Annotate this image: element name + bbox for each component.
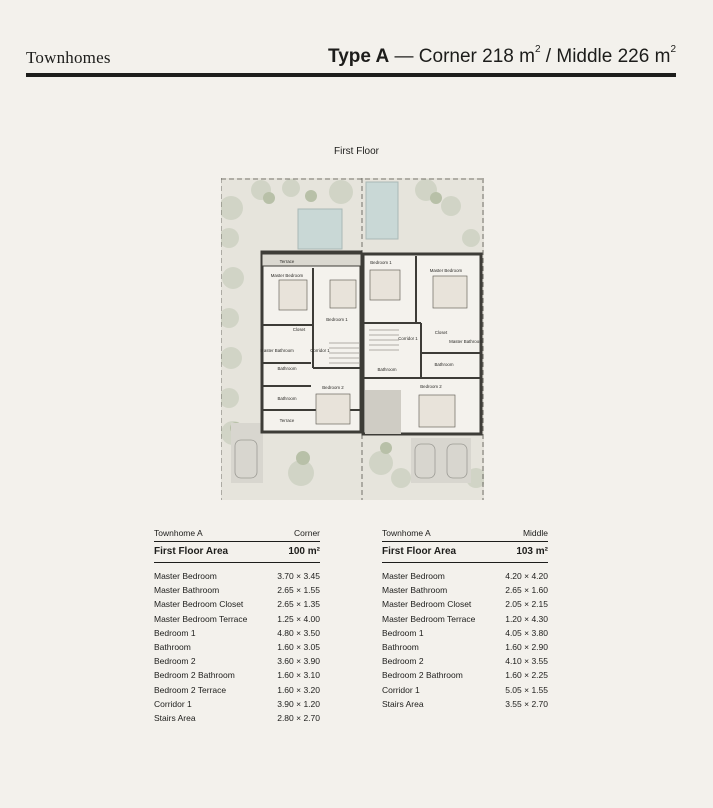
room-row xyxy=(382,597,548,611)
room-dimensions: 4.05 × 3.80 xyxy=(505,627,548,638)
room-row xyxy=(382,626,548,640)
label-closet-right: Closet xyxy=(434,330,448,335)
table-header xyxy=(154,528,320,542)
floor-area-value: 103 m² xyxy=(516,546,548,557)
label-bedroom2-right: Bedroom 2 xyxy=(420,384,442,389)
label-bath2-left: Bathroom xyxy=(277,396,297,401)
label-master-bath-left: Master Bathroom xyxy=(260,348,294,353)
room-dimensions: 3.70 × 3.45 xyxy=(277,571,320,581)
corner-size: Corner 218 m xyxy=(418,46,535,67)
room-row xyxy=(154,583,320,597)
label-bedroom1-right: Bedroom 1 xyxy=(370,260,392,265)
table-header-title: Townhome A xyxy=(382,528,431,538)
type-title xyxy=(328,46,676,68)
room-name: Master Bedroom Closet xyxy=(382,599,472,610)
label-master-bedroom-right: Master Bedroom xyxy=(429,268,463,273)
room-row xyxy=(382,583,548,597)
room-name: Bedroom 2 Bathroom xyxy=(382,670,463,681)
room-row xyxy=(382,612,548,626)
room-dimensions: 2.80 × 2.70 xyxy=(277,712,320,723)
table-header xyxy=(382,528,548,542)
label-bathroom-right: Bathroom xyxy=(377,367,397,372)
room-row xyxy=(154,640,320,654)
room-name: Bedroom 2 xyxy=(154,656,196,667)
room-name: Bedroom 2 Terrace xyxy=(154,684,227,695)
room-dimensions: 1.20 × 4.30 xyxy=(505,613,548,624)
room-name: Bedroom 1 xyxy=(154,627,196,638)
room-row xyxy=(154,697,320,711)
room-name: Bedroom 2 Bathroom xyxy=(154,670,235,681)
room-dimensions: 2.05 × 2.15 xyxy=(505,599,548,610)
room-row xyxy=(154,683,320,697)
brand-title: Townhomes xyxy=(26,48,111,67)
room-dimensions: 5.05 × 1.55 xyxy=(505,684,548,695)
room-row xyxy=(154,626,320,640)
room-row xyxy=(154,711,320,725)
room-name: Master Bedroom xyxy=(382,571,445,581)
floor-plan xyxy=(221,178,484,500)
room-dimensions: 2.65 × 1.60 xyxy=(505,585,548,596)
room-row xyxy=(382,640,548,654)
room-dimensions: 1.60 × 3.05 xyxy=(277,641,320,652)
middle-size: / Middle 226 m xyxy=(540,46,671,67)
room-name: Master Bedroom Terrace xyxy=(382,613,476,624)
table-header-variant: Middle xyxy=(522,528,548,538)
driveway-right xyxy=(411,438,471,483)
room-name: Bedroom 2 xyxy=(382,656,424,667)
room-dimensions: 4.20 × 4.20 xyxy=(505,571,548,581)
room-dimensions: 2.65 × 1.55 xyxy=(277,585,320,596)
pool-left xyxy=(298,209,342,249)
left-unit xyxy=(262,252,361,432)
driveway-left xyxy=(231,423,263,483)
room-name: Master Bathroom xyxy=(154,585,220,596)
label-corridor-right: Corridor 1 xyxy=(398,336,418,341)
room-row xyxy=(154,668,320,682)
room-name: Master Bedroom Terrace xyxy=(154,613,248,624)
page-header xyxy=(26,42,676,76)
room-name: Master Bathroom xyxy=(382,585,448,596)
corner-size-superscript: 2 xyxy=(534,44,541,55)
label-master-bath-right: Master Bathroom xyxy=(449,339,483,344)
floor-area-row xyxy=(382,542,548,563)
header-rule xyxy=(26,73,676,77)
floor-area-label: First Floor Area xyxy=(154,546,229,557)
room-dimensions: 3.90 × 1.20 xyxy=(277,698,320,709)
label-master-bedroom-left: Master Bedroom xyxy=(270,273,304,278)
room-name: Master Bedroom Closet xyxy=(154,599,244,610)
label-bedroom1-left: Bedroom 1 xyxy=(326,317,348,322)
right-unit xyxy=(363,254,481,434)
label-closet-left: Closet xyxy=(292,327,306,332)
room-dimensions: 4.80 × 3.50 xyxy=(277,627,320,638)
room-row xyxy=(382,668,548,682)
room-list xyxy=(154,569,320,725)
room-dimensions: 1.60 × 2.90 xyxy=(505,641,548,652)
room-name: Corridor 1 xyxy=(154,698,192,709)
corner-spec-table xyxy=(154,528,320,725)
room-dimensions: 3.60 × 3.90 xyxy=(277,656,320,667)
room-name: Stairs Area xyxy=(154,712,196,723)
room-dimensions: 1.60 × 3.10 xyxy=(277,670,320,681)
room-row xyxy=(154,569,320,583)
label-bedroom2-left: Bedroom 2 xyxy=(322,385,344,390)
label-corridor-left: Corridor 1 xyxy=(310,348,330,353)
middle-size-superscript: 2 xyxy=(670,44,676,55)
room-name: Master Bedroom xyxy=(154,571,217,581)
room-dimensions: 4.10 × 3.55 xyxy=(505,656,548,667)
label-bath2-right: Bathroom xyxy=(434,362,454,367)
room-dimensions: 3.55 × 2.70 xyxy=(505,698,548,709)
pool-right xyxy=(366,182,398,239)
table-header-variant: Corner xyxy=(294,528,320,538)
room-list xyxy=(382,569,548,711)
table-header-title: Townhome A xyxy=(154,528,203,538)
room-row xyxy=(382,654,548,668)
room-row xyxy=(382,683,548,697)
room-dimensions: 2.65 × 1.35 xyxy=(277,599,320,610)
room-row xyxy=(154,654,320,668)
floor-label: First Floor xyxy=(334,146,379,157)
middle-spec-table xyxy=(382,528,548,711)
room-name: Bedroom 1 xyxy=(382,627,424,638)
floor-area-value: 100 m² xyxy=(288,546,320,557)
type-dash: — xyxy=(389,46,419,67)
room-name: Corridor 1 xyxy=(382,684,420,695)
room-name: Stairs Area xyxy=(382,698,424,709)
room-name: Bathroom xyxy=(154,641,191,652)
label-terrace-top: Terrace xyxy=(279,259,295,264)
room-row xyxy=(154,612,320,626)
label-bathroom-left: Bathroom xyxy=(277,366,297,371)
room-row xyxy=(382,697,548,711)
type-label: Type A xyxy=(328,46,390,67)
room-dimensions: 1.25 × 4.00 xyxy=(277,613,320,624)
room-row xyxy=(382,569,548,583)
floor-area-row xyxy=(154,542,320,563)
room-dimensions: 1.60 × 2.25 xyxy=(505,670,548,681)
floor-area-label: First Floor Area xyxy=(382,546,457,557)
room-row xyxy=(154,597,320,611)
room-name: Bathroom xyxy=(382,641,419,652)
label-terrace-bottom: Terrace xyxy=(279,418,295,423)
room-dimensions: 1.60 × 3.20 xyxy=(277,684,320,695)
